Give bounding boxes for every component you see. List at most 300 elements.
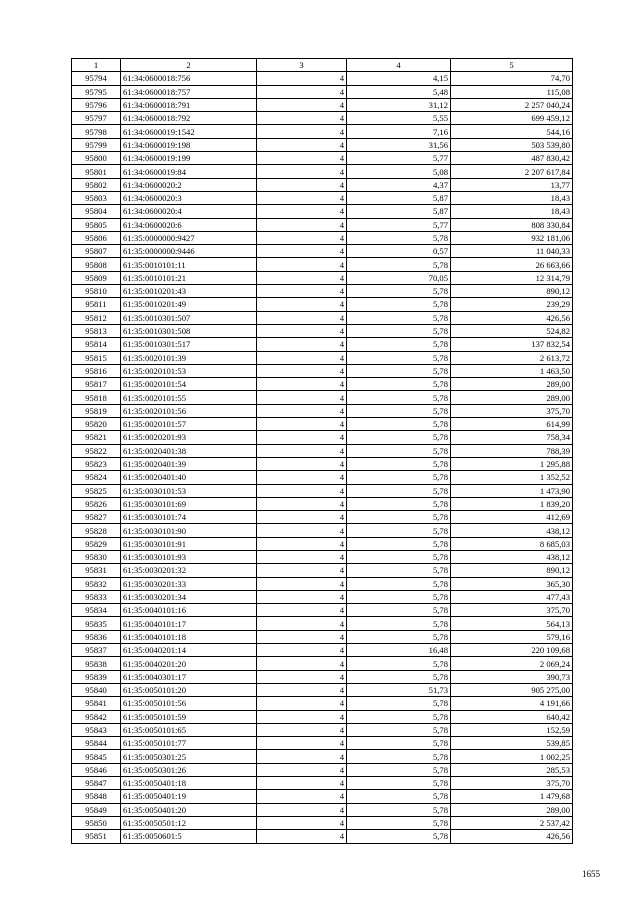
rate-value: 5,78 [347,577,451,590]
rate-value: 5,78 [347,311,451,324]
amount-value: 477,43 [451,590,573,603]
amount-value: 115,08 [451,85,573,98]
amount-value: 13,77 [451,178,573,191]
category-code: 4 [257,816,347,829]
amount-value: 564,13 [451,617,573,630]
category-code: 4 [257,683,347,696]
rate-value: 5,78 [347,351,451,364]
amount-value: 426,56 [451,830,573,843]
amount-value: 365,30 [451,577,573,590]
category-code: 4 [257,364,347,377]
row-number: 95797 [72,112,121,125]
cadastral-number: 61:35:0050301:25 [121,750,257,763]
amount-value: 4 191,66 [451,697,573,710]
cadastral-number: 61:35:0020101:57 [121,418,257,431]
category-code: 4 [257,511,347,524]
cadastral-number: 61:35:0050101:77 [121,737,257,750]
rate-value: 5,78 [347,364,451,377]
row-number: 95806 [72,231,121,244]
cadastral-number: 61:34:0600020:4 [121,205,257,218]
category-code: 4 [257,657,347,670]
category-code: 4 [257,72,347,85]
category-code: 4 [257,231,347,244]
table-row [72,152,573,165]
row-number: 95846 [72,763,121,776]
amount-value: 239,29 [451,298,573,311]
row-number: 95834 [72,604,121,617]
row-number: 95805 [72,218,121,231]
rate-value: 5,78 [347,324,451,337]
rate-value: 5,78 [347,231,451,244]
rate-value: 5,78 [347,537,451,550]
category-code: 4 [257,630,347,643]
rate-value: 5,78 [347,418,451,431]
row-number: 95839 [72,670,121,683]
table-row [72,577,573,590]
category-code: 4 [257,85,347,98]
row-number: 95819 [72,404,121,417]
table-row [72,444,573,457]
rate-value: 7,16 [347,125,451,138]
amount-value: 289,00 [451,378,573,391]
category-code: 4 [257,750,347,763]
rate-value: 5,78 [347,763,451,776]
row-number: 95847 [72,777,121,790]
amount-value: 285,53 [451,763,573,776]
category-code: 4 [257,351,347,364]
category-code: 4 [257,444,347,457]
table-row [72,537,573,550]
amount-value: 544,16 [451,125,573,138]
rate-value: 5,78 [347,630,451,643]
category-code: 4 [257,577,347,590]
cadastral-number: 61:35:0010301:507 [121,311,257,324]
row-number: 95817 [72,378,121,391]
cadastral-number: 61:35:0030201:34 [121,590,257,603]
rate-value: 5,78 [347,404,451,417]
cadastral-number: 61:35:0050101:59 [121,710,257,723]
cadastral-number: 61:35:0020101:54 [121,378,257,391]
row-number: 95851 [72,830,121,843]
cadastral-number: 61:35:0030101:69 [121,497,257,510]
category-code: 4 [257,497,347,510]
rate-value: 5,78 [347,830,451,843]
amount-value: 12 314,79 [451,271,573,284]
cadastral-number: 61:34:0600018:791 [121,98,257,111]
table-row [72,231,573,244]
cadastral-number: 61:35:0000000:9446 [121,245,257,258]
cadastral-number: 61:35:0020101:53 [121,364,257,377]
category-code: 4 [257,165,347,178]
table-row [72,710,573,723]
table-row [72,245,573,258]
rate-value: 5,78 [347,431,451,444]
table-row [72,524,573,537]
category-code: 4 [257,191,347,204]
category-code: 4 [257,471,347,484]
row-number: 95824 [72,471,121,484]
cadastral-number: 61:35:0050101:20 [121,683,257,696]
table-row [72,550,573,563]
amount-value: 2 207 617,84 [451,165,573,178]
cadastral-number: 61:35:0010101:21 [121,271,257,284]
cadastral-number: 61:35:0020401:39 [121,457,257,470]
amount-value: 220 109,68 [451,644,573,657]
amount-value: 758,34 [451,431,573,444]
table-row [72,457,573,470]
category-code: 4 [257,723,347,736]
category-code: 4 [257,178,347,191]
category-code: 4 [257,617,347,630]
category-code: 4 [257,112,347,125]
rate-value: 5,48 [347,85,451,98]
amount-value: 74,70 [451,72,573,85]
row-number: 95836 [72,630,121,643]
row-number: 95823 [72,457,121,470]
category-code: 4 [257,550,347,563]
category-code: 4 [257,285,347,298]
table-row [72,391,573,404]
row-number: 95803 [72,191,121,204]
category-code: 4 [257,311,347,324]
rate-value: 5,78 [347,298,451,311]
amount-value: 137 832,54 [451,338,573,351]
amount-value: 2 537,42 [451,816,573,829]
cadastral-number: 61:35:0030101:90 [121,524,257,537]
amount-value: 614,99 [451,418,573,431]
amount-value: 412,69 [451,511,573,524]
cadastral-number: 61:34:0600019:84 [121,165,257,178]
table-row [72,351,573,364]
amount-value: 890,12 [451,564,573,577]
amount-value: 503 539,80 [451,138,573,151]
table-row [72,418,573,431]
amount-value: 375,70 [451,404,573,417]
row-number: 95833 [72,590,121,603]
row-number: 95808 [72,258,121,271]
category-code: 4 [257,391,347,404]
rate-value: 0,57 [347,245,451,258]
table-row [72,178,573,191]
category-code: 4 [257,338,347,351]
row-number: 95794 [72,72,121,85]
category-code: 4 [257,258,347,271]
table-row [72,112,573,125]
table-row [72,98,573,111]
amount-value: 1 352,52 [451,471,573,484]
amount-value: 289,00 [451,391,573,404]
amount-value: 289,00 [451,803,573,816]
table-row [72,431,573,444]
table-row [72,311,573,324]
rate-value: 5,78 [347,338,451,351]
row-number: 95850 [72,816,121,829]
table-row [72,85,573,98]
amount-value: 375,70 [451,604,573,617]
rate-value: 5,78 [347,511,451,524]
row-number: 95820 [72,418,121,431]
row-number: 95838 [72,657,121,670]
table-row [72,670,573,683]
amount-value: 152,59 [451,723,573,736]
row-number: 95830 [72,550,121,563]
cadastral-number: 61:35:0010201:43 [121,285,257,298]
table-row [72,777,573,790]
rate-value: 31,56 [347,138,451,151]
table-row [72,657,573,670]
cadastral-number: 61:35:0040101:17 [121,617,257,630]
amount-value: 18,43 [451,191,573,204]
row-number: 95799 [72,138,121,151]
table-row [72,484,573,497]
rate-value: 51,73 [347,683,451,696]
table-row [72,750,573,763]
rate-value: 5,78 [347,590,451,603]
table-row [72,816,573,829]
rate-value: 31,12 [347,98,451,111]
cadastral-number: 61:35:0050601:5 [121,830,257,843]
category-code: 4 [257,324,347,337]
cadastral-number: 61:35:0050401:18 [121,777,257,790]
category-code: 4 [257,125,347,138]
table-row [72,790,573,803]
cadastral-number: 61:34:0600019:1542 [121,125,257,138]
table-row [72,630,573,643]
cadastral-number: 61:35:0030101:74 [121,511,257,524]
category-code: 4 [257,378,347,391]
cadastral-number: 61:35:0050301:26 [121,763,257,776]
row-number: 95841 [72,697,121,710]
category-code: 4 [257,404,347,417]
page-number: 1655 [582,869,600,879]
cadastral-number: 61:35:0040301:17 [121,670,257,683]
rate-value: 5,08 [347,165,451,178]
cadastral-number: 61:35:0020201:93 [121,431,257,444]
table-row [72,364,573,377]
table-header-row [72,59,573,72]
header-col-5: 5 [451,59,573,72]
table-row [72,604,573,617]
cadastral-number: 61:35:0010301:508 [121,324,257,337]
category-code: 4 [257,245,347,258]
cadastral-number: 61:35:0010301:517 [121,338,257,351]
row-number: 95798 [72,125,121,138]
rate-value: 70,05 [347,271,451,284]
header-col-3: 3 [257,59,347,72]
cadastral-number: 61:35:0010201:49 [121,298,257,311]
cadastral-number: 61:35:0010101:11 [121,258,257,271]
category-code: 4 [257,298,347,311]
cadastral-number: 61:34:0600020:3 [121,191,257,204]
amount-value: 438,12 [451,550,573,563]
category-code: 4 [257,670,347,683]
category-code: 4 [257,524,347,537]
cadastral-number: 61:34:0600018:792 [121,112,257,125]
amount-value: 390,73 [451,670,573,683]
table-row [72,683,573,696]
row-number: 95843 [72,723,121,736]
category-code: 4 [257,803,347,816]
rate-value: 5,78 [347,564,451,577]
amount-value: 699 459,12 [451,112,573,125]
cadastral-number: 61:35:0030101:91 [121,537,257,550]
cadastral-number: 61:35:0050401:20 [121,803,257,816]
table-row [72,564,573,577]
rate-value: 5,78 [347,378,451,391]
amount-value: 524,82 [451,324,573,337]
row-number: 95800 [72,152,121,165]
table-row [72,590,573,603]
amount-value: 426,56 [451,311,573,324]
cadastral-number: 61:34:0600018:756 [121,72,257,85]
rate-value: 16,48 [347,644,451,657]
cadastral-number: 61:35:0040201:14 [121,644,257,657]
row-number: 95835 [72,617,121,630]
cadastral-number: 61:35:0030101:93 [121,550,257,563]
table-row [72,338,573,351]
row-number: 95828 [72,524,121,537]
row-number: 95825 [72,484,121,497]
row-number: 95827 [72,511,121,524]
category-code: 4 [257,564,347,577]
rate-value: 5,78 [347,710,451,723]
cadastral-number: 61:35:0020401:38 [121,444,257,457]
category-code: 4 [257,763,347,776]
category-code: 4 [257,484,347,497]
category-code: 4 [257,431,347,444]
table-row [72,378,573,391]
row-number: 95814 [72,338,121,351]
amount-value: 788,39 [451,444,573,457]
amount-value: 890,12 [451,285,573,298]
amount-value: 1 479,68 [451,790,573,803]
table-row [72,644,573,657]
amount-value: 18,43 [451,205,573,218]
category-code: 4 [257,205,347,218]
cadastral-number: 61:35:0040101:18 [121,630,257,643]
row-number: 95796 [72,98,121,111]
cadastral-table [71,58,573,844]
table-row [72,324,573,337]
table-row [72,803,573,816]
table-row [72,830,573,843]
cadastral-number: 61:35:0040101:16 [121,604,257,617]
row-number: 95815 [72,351,121,364]
amount-value: 2 257 040,24 [451,98,573,111]
amount-value: 2 613,72 [451,351,573,364]
rate-value: 5,77 [347,152,451,165]
header-col-1: 1 [72,59,121,72]
table-row [72,125,573,138]
rate-value: 5,78 [347,723,451,736]
category-code: 4 [257,418,347,431]
cadastral-number: 61:35:0020401:40 [121,471,257,484]
rate-value: 5,78 [347,285,451,298]
category-code: 4 [257,710,347,723]
rate-value: 4,37 [347,178,451,191]
rate-value: 5,78 [347,524,451,537]
rate-value: 5,78 [347,816,451,829]
rate-value: 4,15 [347,72,451,85]
row-number: 95818 [72,391,121,404]
table-row [72,497,573,510]
category-code: 4 [257,604,347,617]
row-number: 95837 [72,644,121,657]
table-row [72,723,573,736]
table-row [72,72,573,85]
row-number: 95802 [72,178,121,191]
cadastral-number: 61:35:0050501:12 [121,816,257,829]
cadastral-number: 61:35:0040201:20 [121,657,257,670]
row-number: 95812 [72,311,121,324]
table-row [72,218,573,231]
header-col-4: 4 [347,59,451,72]
rate-value: 5,78 [347,484,451,497]
row-number: 95832 [72,577,121,590]
cadastral-number: 61:35:0020101:55 [121,391,257,404]
rate-value: 5,78 [347,777,451,790]
row-number: 95801 [72,165,121,178]
amount-value: 1 839,20 [451,497,573,510]
rate-value: 5,78 [347,391,451,404]
table-body [72,72,573,843]
rate-value: 5,78 [347,617,451,630]
row-number: 95831 [72,564,121,577]
table-row [72,617,573,630]
rate-value: 5,78 [347,258,451,271]
amount-value: 1 463,50 [451,364,573,377]
rate-value: 5,78 [347,803,451,816]
cadastral-number: 61:34:0600020:2 [121,178,257,191]
row-number: 95811 [72,298,121,311]
table-row [72,471,573,484]
amount-value: 539,85 [451,737,573,750]
rate-value: 5,78 [347,657,451,670]
row-number: 95809 [72,271,121,284]
category-code: 4 [257,537,347,550]
rate-value: 5,87 [347,205,451,218]
row-number: 95845 [72,750,121,763]
table-row [72,271,573,284]
amount-value: 26 663,66 [451,258,573,271]
category-code: 4 [257,830,347,843]
header-col-2: 2 [121,59,257,72]
category-code: 4 [257,457,347,470]
rate-value: 5,78 [347,444,451,457]
table-row [72,165,573,178]
amount-value: 808 330,84 [451,218,573,231]
table-row [72,285,573,298]
cadastral-number: 61:35:0030201:32 [121,564,257,577]
cadastral-number: 61:35:0030101:53 [121,484,257,497]
cadastral-number: 61:34:0600020:6 [121,218,257,231]
row-number: 95848 [72,790,121,803]
cadastral-number: 61:35:0050101:56 [121,697,257,710]
row-number: 95844 [72,737,121,750]
amount-value: 579,16 [451,630,573,643]
amount-value: 375,70 [451,777,573,790]
table-row [72,404,573,417]
rate-value: 5,78 [347,471,451,484]
rate-value: 5,78 [347,457,451,470]
category-code: 4 [257,590,347,603]
category-code: 4 [257,271,347,284]
category-code: 4 [257,98,347,111]
table-row [72,138,573,151]
amount-value: 1 002,25 [451,750,573,763]
category-code: 4 [257,138,347,151]
amount-value: 1 473,90 [451,484,573,497]
